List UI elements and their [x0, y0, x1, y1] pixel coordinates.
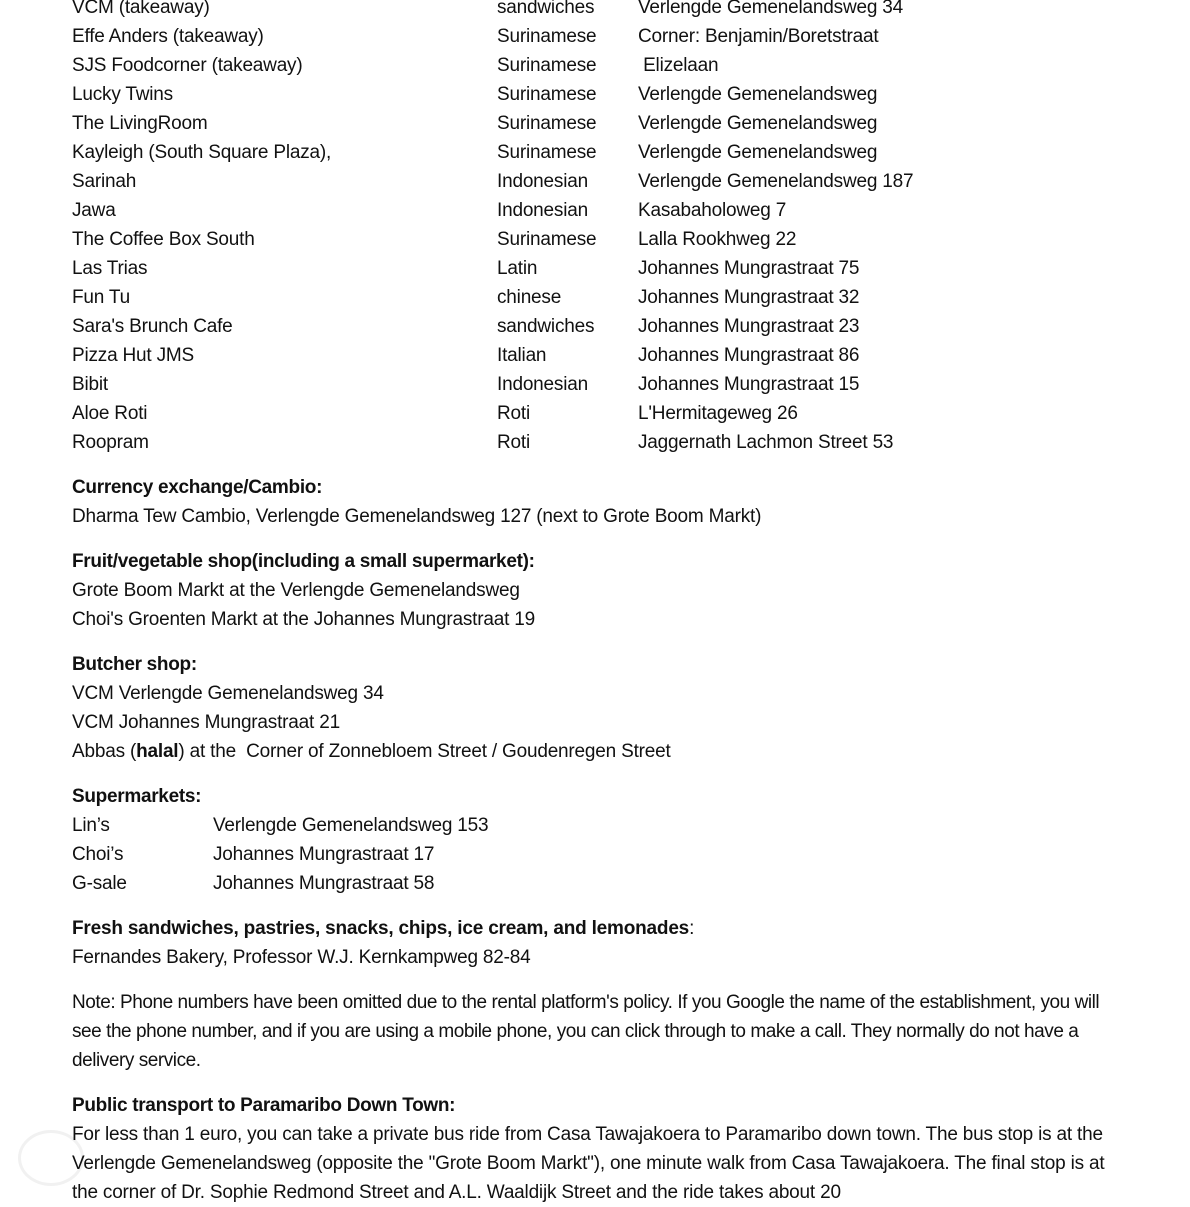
fruit-line: Choi's Groenten Markt at the Johannes Mungrastraat 19 [72, 609, 536, 630]
abbas-prefix: Abbas ( [72, 741, 137, 762]
restaurant-cuisine: sandwiches [497, 316, 595, 337]
restaurant-address: Verlengde Gemenelandsweg 34 [638, 0, 904, 18]
restaurant-row [72, 370, 1132, 399]
restaurant-row [72, 312, 1132, 341]
note-paragraph: Note: Phone numbers have been omitted due to the rental platform's policy. If you Google the name of the establishment, you will see the phone number, and if you are using a mobile phone, you can click through to make a call. They normally do not have a delivery service. [72, 992, 1100, 1071]
butcher-section [72, 650, 1132, 766]
transport-paragraph: For less than 1 euro, you can take a private bus ride from Casa Tawajakoera to Paramaribo down town. The bus stop is at the Verlengde Gemenelandsweg (opposite the "Grote Boom Markt"), one minute walk from Casa Tawajakoera. The final stop is at the corner of Dr. Sophie Redmond Street and A.L. Waaldijk Street and the ride takes about 20 [72, 1124, 1105, 1203]
restaurant-cuisine: Surinamese [497, 55, 597, 76]
restaurant-address: Elizelaan [638, 55, 719, 76]
document-page [72, 0, 1132, 1207]
restaurant-address: Verlengde Gemenelandsweg [638, 113, 878, 134]
restaurant-row [72, 109, 1132, 138]
restaurant-cuisine: Surinamese [497, 142, 597, 163]
supermarkets-heading: Supermarkets: [72, 786, 202, 807]
supermarket-address: Johannes Mungrastraat 58 [213, 873, 435, 894]
restaurant-address: Johannes Mungrastraat 15 [638, 374, 860, 395]
restaurant-row [72, 283, 1132, 312]
currency-line: Dharma Tew Cambio, Verlengde Gemenelandsweg 127 (next to Grote Boom Markt) [72, 506, 762, 527]
butcher-line: VCM Verlengde Gemenelandsweg 34 [72, 683, 384, 704]
restaurant-name: Kayleigh (South Square Plaza), [72, 142, 332, 163]
restaurant-row [72, 196, 1132, 225]
restaurant-name: Effe Anders (takeaway) [72, 26, 264, 47]
restaurant-address: Verlengde Gemenelandsweg [638, 142, 878, 163]
fresh-line: Fernandes Bakery, Professor W.J. Kernkampweg 82-84 [72, 947, 531, 968]
restaurant-address: Verlengde Gemenelandsweg [638, 84, 878, 105]
restaurant-row [72, 341, 1132, 370]
restaurant-address: Johannes Mungrastraat 75 [638, 258, 860, 279]
restaurant-row [72, 428, 1132, 457]
restaurant-row [72, 225, 1132, 254]
restaurant-address: Corner: Benjamin/Boretstraat [638, 26, 879, 47]
restaurant-cuisine: Roti [497, 432, 530, 453]
restaurant-name: Bibit [72, 374, 108, 395]
currency-heading: Currency exchange/Cambio: [72, 477, 323, 498]
restaurant-address: Johannes Mungrastraat 32 [638, 287, 860, 308]
fresh-heading: Fresh sandwiches, pastries, snacks, chips, ice cream, and lemonades [72, 918, 690, 939]
fruit-heading: Fruit/vegetable shop(including a small supermarket): [72, 551, 535, 572]
restaurant-row [72, 0, 1132, 22]
fresh-heading-line [72, 914, 1132, 943]
restaurant-address: Johannes Mungrastraat 86 [638, 345, 860, 366]
restaurant-cuisine: Indonesian [497, 200, 588, 221]
supermarket-row [72, 811, 1132, 840]
restaurant-name: Fun Tu [72, 287, 130, 308]
supermarket-name: G-sale [72, 873, 127, 894]
restaurant-address: Johannes Mungrastraat 23 [638, 316, 860, 337]
restaurant-row [72, 254, 1132, 283]
restaurant-cuisine: Indonesian [497, 374, 588, 395]
supermarket-address: Johannes Mungrastraat 17 [213, 844, 435, 865]
restaurant-cuisine: Surinamese [497, 229, 597, 250]
abbas-suffix: ) at the Corner of Zonnebloem Street / Goudenregen Street [178, 741, 671, 762]
restaurant-name: The Coffee Box South [72, 229, 255, 250]
butcher-line: VCM Johannes Mungrastraat 21 [72, 712, 340, 733]
butcher-heading: Butcher shop: [72, 654, 197, 675]
transport-section [72, 1091, 1132, 1207]
supermarket-address: Verlengde Gemenelandsweg 153 [213, 815, 489, 836]
restaurant-cuisine: Indonesian [497, 171, 588, 192]
restaurant-row [72, 80, 1132, 109]
restaurant-name: Jawa [72, 200, 116, 221]
restaurant-table [72, 0, 1132, 457]
restaurant-name: Sarinah [72, 171, 137, 192]
restaurant-address: Verlengde Gemenelandsweg 187 [638, 171, 914, 192]
restaurant-name: The LivingRoom [72, 113, 208, 134]
restaurant-cuisine: Latin [497, 258, 538, 279]
restaurant-row [72, 167, 1132, 196]
restaurant-address: Jaggernath Lachmon Street 53 [638, 432, 894, 453]
supermarkets-section [72, 782, 1132, 898]
restaurant-name: Pizza Hut JMS [72, 345, 194, 366]
butcher-line-abbas [72, 737, 1132, 766]
transport-heading: Public transport to Paramaribo Down Town: [72, 1095, 456, 1116]
fruit-section [72, 547, 1132, 634]
halal-label: halal [136, 741, 179, 762]
restaurant-address: Kasabaholoweg 7 [638, 200, 787, 221]
restaurant-cuisine: Surinamese [497, 26, 597, 47]
supermarket-row [72, 869, 1132, 898]
fresh-section [72, 914, 1132, 972]
restaurant-name: SJS Foodcorner (takeaway) [72, 55, 303, 76]
restaurant-row [72, 22, 1132, 51]
restaurant-name: VCM (takeaway) [72, 0, 210, 18]
restaurant-row [72, 51, 1132, 80]
restaurant-name: Roopram [72, 432, 149, 453]
fruit-line: Grote Boom Markt at the Verlengde Gemenelandsweg [72, 580, 520, 601]
restaurant-name: Sara's Brunch Cafe [72, 316, 233, 337]
restaurant-name: Las Trias [72, 258, 148, 279]
supermarket-name: Lin’s [72, 815, 110, 836]
restaurant-row [72, 138, 1132, 167]
restaurant-cuisine: sandwiches [497, 0, 595, 18]
fresh-heading-colon: : [689, 918, 695, 939]
restaurant-cuisine: chinese [497, 287, 562, 308]
restaurant-row [72, 399, 1132, 428]
supermarket-name: Choi’s [72, 844, 124, 865]
restaurant-cuisine: Surinamese [497, 84, 597, 105]
restaurant-address: Lalla Rookhweg 22 [638, 229, 797, 250]
restaurant-cuisine: Italian [497, 345, 547, 366]
restaurant-cuisine: Surinamese [497, 113, 597, 134]
restaurant-address: L'Hermitageweg 26 [638, 403, 798, 424]
restaurant-name: Aloe Roti [72, 403, 148, 424]
currency-section [72, 473, 1132, 531]
restaurant-name: Lucky Twins [72, 84, 173, 105]
supermarket-row [72, 840, 1132, 869]
restaurant-cuisine: Roti [497, 403, 530, 424]
